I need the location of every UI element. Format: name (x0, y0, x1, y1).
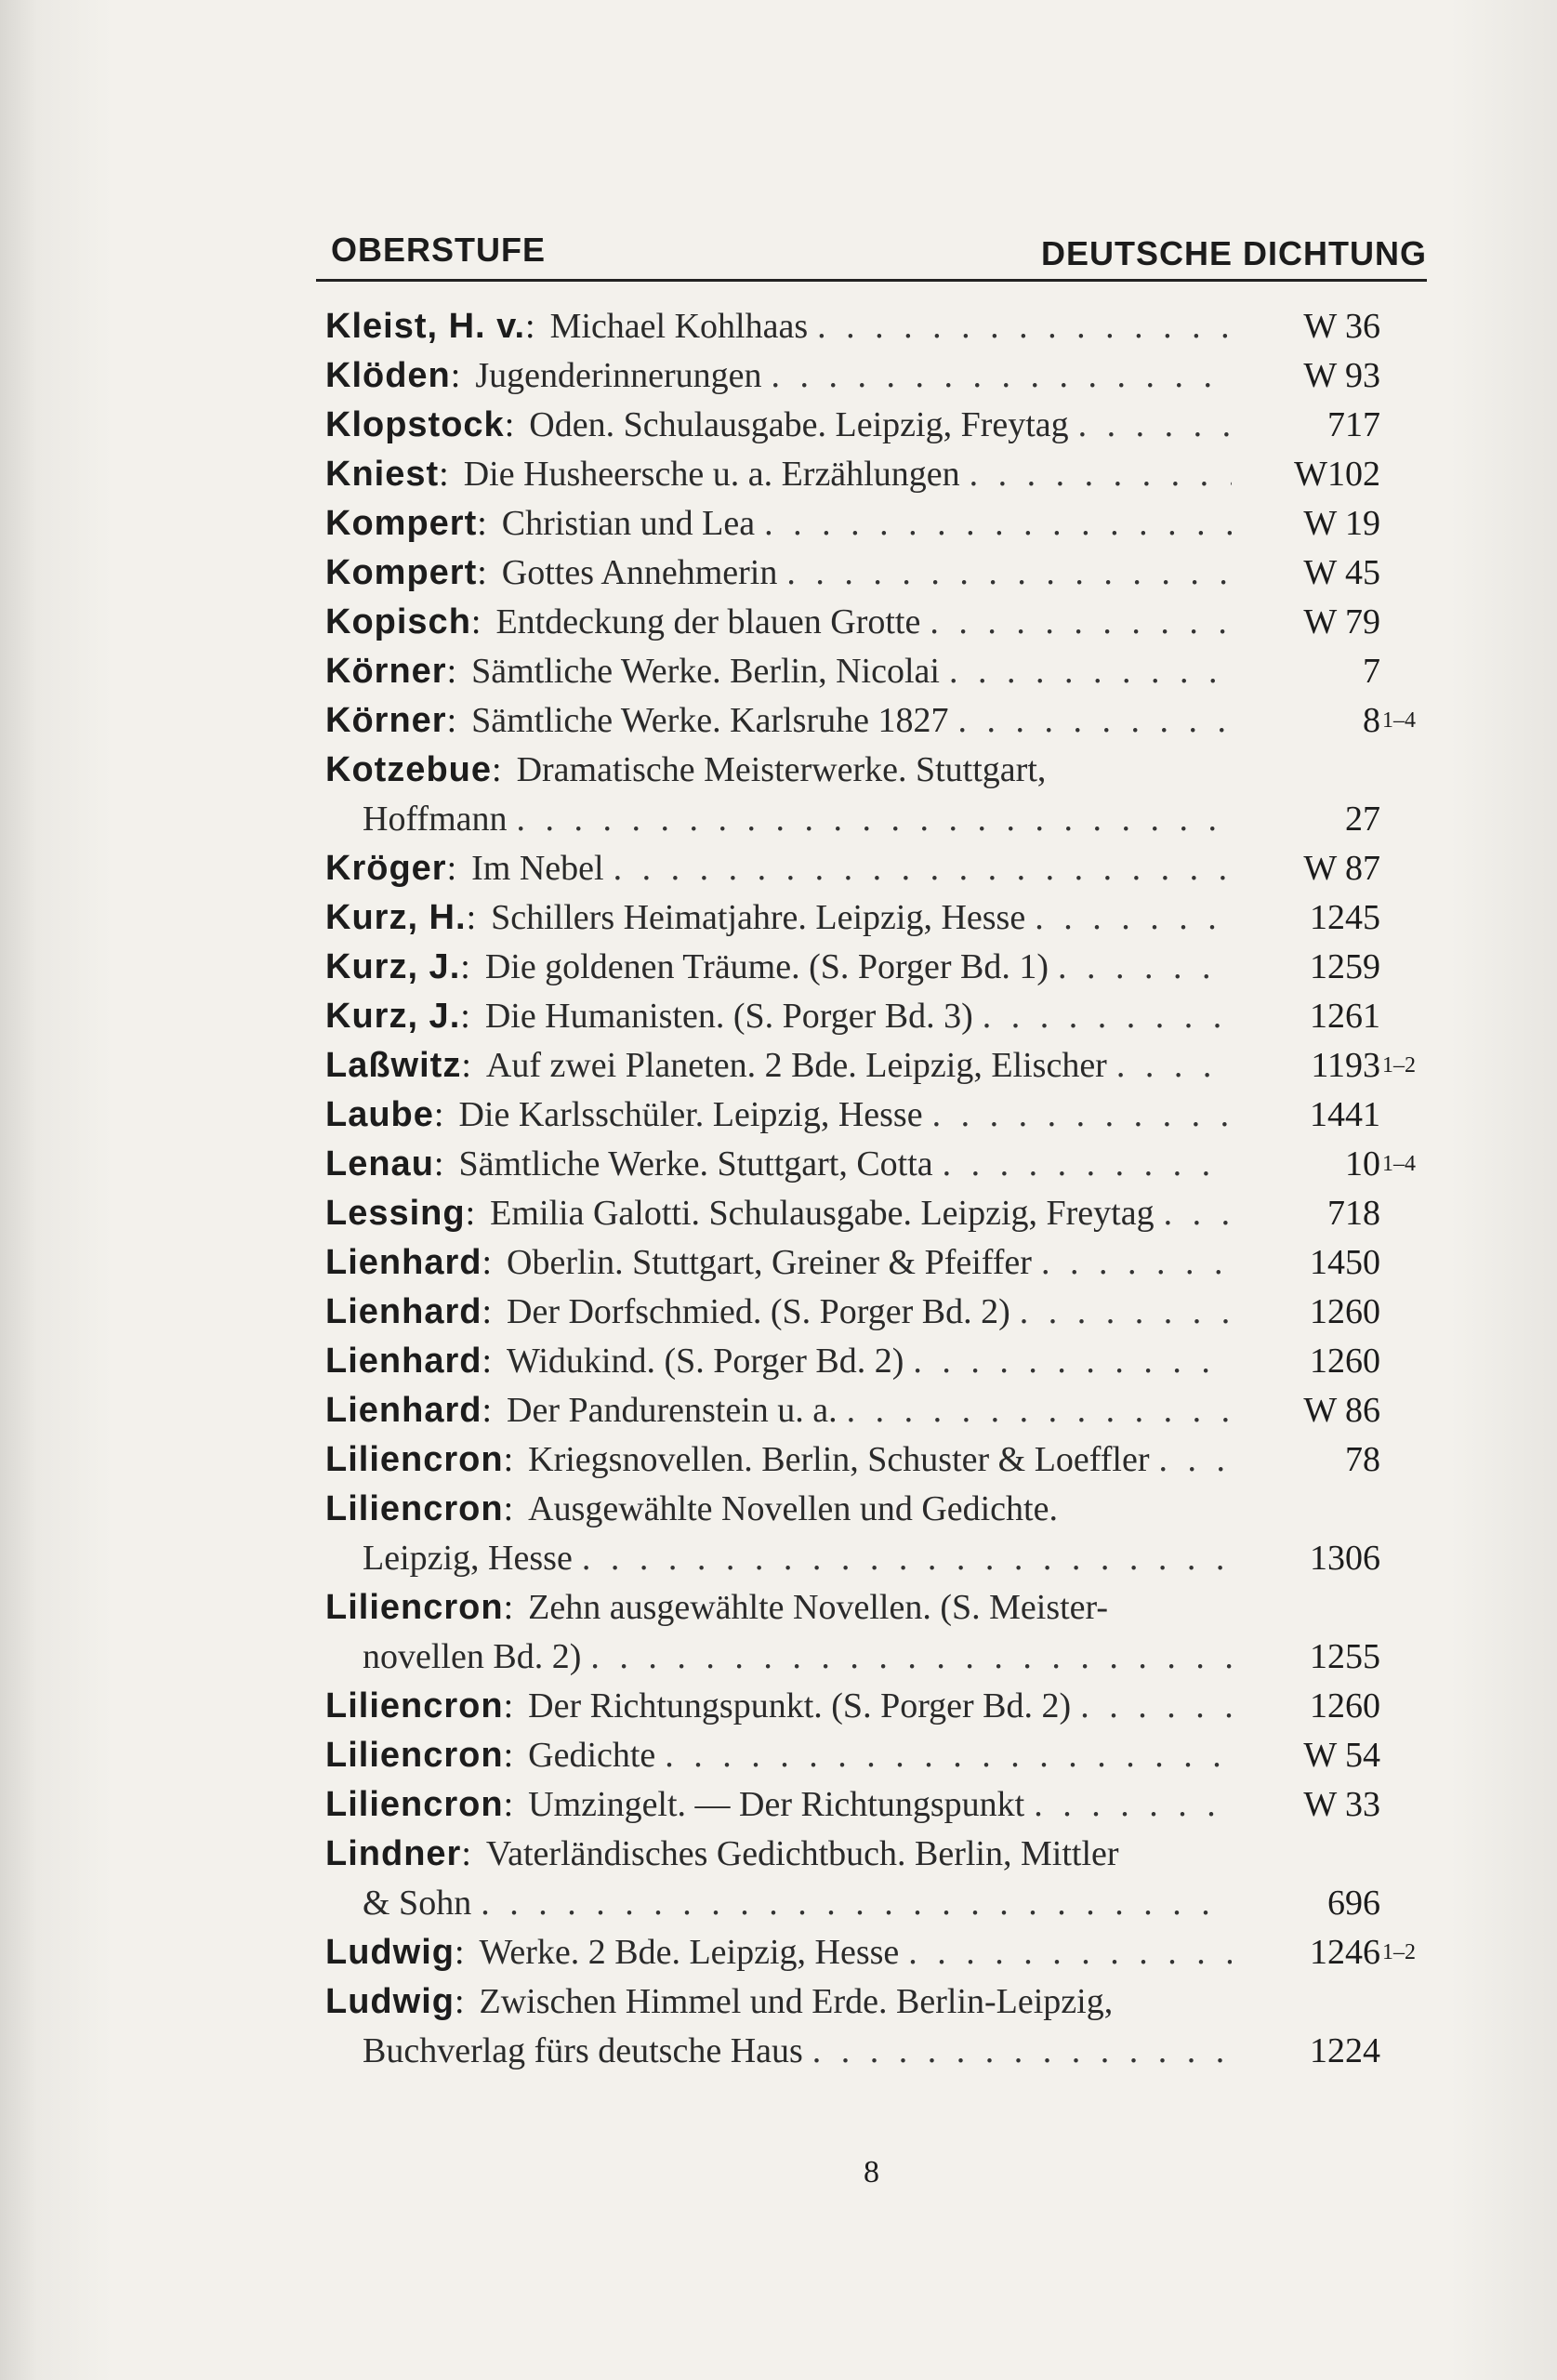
dot-leader (943, 1140, 1232, 1189)
entry-continuation: Leipzig, Hesse (363, 1539, 573, 1578)
dot-leader (913, 1337, 1232, 1386)
entry-colon: : (503, 1489, 514, 1528)
dot-leader (590, 1633, 1232, 1682)
list-item (325, 598, 1427, 647)
list-item (325, 1091, 1427, 1140)
entry-title: Gottes Annehmerin (501, 553, 778, 592)
dot-leader (1035, 893, 1232, 943)
dot-leader (847, 1386, 1232, 1435)
entry-line (325, 351, 1241, 401)
entry-colon: : (461, 1834, 471, 1873)
entry-line (325, 1140, 1241, 1189)
entry-colon: : (461, 1046, 471, 1085)
entry-colon: : (433, 1095, 444, 1134)
list-item (325, 450, 1427, 499)
entry-author: Lindner (325, 1834, 462, 1873)
entry-colon: : (460, 997, 470, 1036)
entry-line (325, 499, 1241, 549)
entry-line (325, 893, 1241, 943)
entry-line (325, 1583, 1241, 1633)
entry-list (316, 302, 1427, 2076)
list-item (325, 1337, 1427, 1386)
entry-number: 1259 (1310, 947, 1380, 986)
entry-colon: : (504, 405, 515, 444)
entry-number: 1255 (1310, 1637, 1380, 1676)
list-item (325, 302, 1427, 351)
entry-author: Körner (325, 701, 447, 740)
entry-line (325, 647, 1241, 696)
entry-number: 1246 (1310, 1933, 1380, 1972)
entry-title: Vaterländisches Gedichtbuch. Berlin, Mittler (485, 1834, 1119, 1873)
entry-author: Kniest (325, 455, 440, 494)
entry-volumes: 1–4 (1382, 708, 1416, 733)
entry-number: 78 (1345, 1440, 1380, 1479)
entry-author: Kurz, J. (325, 947, 461, 986)
entry-author: Liliencron (325, 1736, 504, 1775)
entry-author: Körner (325, 652, 447, 691)
entry-author: Liliencron (325, 1489, 504, 1528)
entry-line (325, 1386, 1241, 1435)
entry-number: 1224 (1310, 2031, 1380, 2070)
entry-line (325, 992, 1241, 1041)
entry-colon: : (454, 1933, 465, 1972)
entry-title: Emilia Galotti. Schulausgabe. Leipzig, Freytag (490, 1194, 1155, 1233)
list-item (325, 844, 1427, 893)
entry-number: W 79 (1303, 602, 1380, 641)
entry-colon: : (525, 307, 535, 346)
entry-number: 718 (1327, 1194, 1380, 1233)
entry-line (325, 1238, 1241, 1288)
entry-continuation-line (325, 2027, 1241, 2076)
entry-line (325, 1928, 1241, 1977)
list-item (325, 893, 1427, 943)
entry-line (325, 943, 1241, 992)
entry-author: Klopstock (325, 405, 505, 444)
entry-title: Werke. 2 Bde. Leipzig, Hesse (479, 1933, 900, 1972)
entry-number: W 86 (1303, 1391, 1380, 1430)
entry-title: Zwischen Himmel und Erde. Berlin-Leipzig, (479, 1982, 1114, 2021)
entry-continuation: novellen Bd. 2) (363, 1637, 582, 1676)
dot-leader (1078, 401, 1232, 450)
entry-number: 8 (1363, 701, 1380, 740)
entry-colon: : (454, 1982, 465, 2021)
entry-author: Kleist, H. v. (325, 307, 526, 346)
entry-title: Sämtliche Werke. Karlsruhe 1827 (471, 701, 949, 740)
list-item (325, 1386, 1427, 1435)
list-item (325, 1780, 1427, 1830)
list-item (325, 1928, 1427, 1977)
entry-colon: : (446, 652, 457, 691)
dot-leader (1041, 1238, 1232, 1288)
entry-title: Sämtliche Werke. Stuttgart, Cotta (458, 1144, 933, 1183)
entry-author: Laube (325, 1095, 434, 1134)
dot-leader (1116, 1041, 1232, 1091)
list-item (325, 1238, 1427, 1288)
entry-colon: : (503, 1440, 514, 1479)
entry-title: Michael Kohlhaas (549, 307, 809, 346)
list-item (325, 746, 1427, 844)
entry-author: Liliencron (325, 1785, 504, 1824)
entry-author: Kopisch (325, 602, 471, 641)
entry-number: 1450 (1310, 1243, 1380, 1282)
entry-colon: : (460, 947, 470, 986)
dot-leader (1158, 1435, 1232, 1485)
dot-leader (812, 2027, 1232, 2076)
dot-leader (930, 598, 1232, 647)
entry-number: W102 (1294, 455, 1380, 494)
entry-line (325, 1041, 1241, 1091)
entry-number: 1260 (1310, 1686, 1380, 1726)
entry-author: Klöden (325, 356, 451, 395)
entry-line (325, 598, 1241, 647)
entry-colon: : (466, 898, 477, 937)
page-number: 8 (864, 2155, 879, 2189)
entry-colon: : (439, 455, 449, 494)
entry-author: Kompert (325, 553, 478, 592)
entry-title: Die goldenen Träume. (S. Porger Bd. 1) (484, 947, 1049, 986)
list-item (325, 647, 1427, 696)
list-item (325, 1977, 1427, 2076)
entry-volumes: 1–2 (1382, 1053, 1416, 1078)
list-item (325, 549, 1427, 598)
entry-number: W 36 (1303, 307, 1380, 346)
entry-author: Ludwig (325, 1982, 455, 2021)
dot-leader (908, 1928, 1232, 1977)
entry-line (325, 1189, 1241, 1238)
entry-continuation-line (325, 795, 1241, 844)
entry-title: Schillers Heimatjahre. Leipzig, Hesse (491, 898, 1026, 937)
entry-author: Ludwig (325, 1933, 455, 1972)
entry-author: Laßwitz (325, 1046, 462, 1085)
entry-author: Kurz, J. (325, 997, 461, 1036)
list-item (325, 1041, 1427, 1091)
list-item (325, 1583, 1427, 1682)
entry-line (325, 1091, 1241, 1140)
entry-author: Kurz, H. (325, 898, 467, 937)
entry-line (325, 1731, 1241, 1780)
entry-title: Kriegsnovellen. Berlin, Schuster & Loeffler (528, 1440, 1150, 1479)
entry-title: Umzingelt. — Der Richtungspunkt (528, 1785, 1025, 1824)
entry-author: Lienhard (325, 1391, 482, 1430)
entry-number: 1261 (1310, 997, 1380, 1036)
list-item (325, 992, 1427, 1041)
list-item (325, 1682, 1427, 1731)
entry-title: Der Pandurenstein u. a. (507, 1391, 838, 1430)
entry-continuation: & Sohn (363, 1884, 472, 1923)
entry-continuation-line (325, 1534, 1241, 1583)
dot-leader (764, 499, 1232, 549)
entry-colon: : (503, 1588, 514, 1627)
entry-title: Oberlin. Stuttgart, Greiner & Pfeiffer (507, 1243, 1032, 1282)
entry-number: 10 (1345, 1144, 1380, 1183)
entry-line (325, 1435, 1241, 1485)
list-item (325, 1731, 1427, 1780)
entry-number: W 87 (1303, 849, 1380, 888)
entry-line (325, 549, 1241, 598)
dot-leader (1058, 943, 1232, 992)
entry-colon: : (482, 1391, 493, 1430)
entry-colon: : (446, 849, 457, 888)
entry-number: 1245 (1310, 898, 1380, 937)
entry-number: 27 (1345, 800, 1380, 839)
list-item (325, 401, 1427, 450)
entry-line (325, 1780, 1241, 1830)
entry-colon: : (482, 1243, 493, 1282)
entry-line (325, 401, 1241, 450)
entry-colon: : (503, 1785, 514, 1824)
dot-leader (983, 992, 1232, 1041)
entry-continuation: Hoffmann (363, 800, 508, 839)
entry-title: Gedichte (528, 1736, 656, 1775)
subject-label: DEUTSCHE DICHTUNG (1040, 234, 1427, 272)
entry-line (325, 844, 1241, 893)
entry-title: Sämtliche Werke. Berlin, Nicolai (471, 652, 940, 691)
dot-leader (665, 1731, 1232, 1780)
entry-author: Kompert (325, 504, 478, 543)
entry-number: 1260 (1310, 1342, 1380, 1381)
entry-continuation-line (325, 1879, 1241, 1928)
entry-title: Dramatische Meisterwerke. Stuttgart, (516, 750, 1047, 789)
entry-colon: : (503, 1736, 514, 1775)
entry-number: W 19 (1303, 504, 1380, 543)
list-item (325, 1288, 1427, 1337)
dot-leader (582, 1534, 1232, 1583)
entry-title: Entdeckung der blauen Grotte (495, 602, 921, 641)
entry-title: Die Humanisten. (S. Porger Bd. 3) (484, 997, 973, 1036)
dot-leader (1164, 1189, 1232, 1238)
entry-volumes: 1–2 (1382, 1940, 1416, 1964)
entry-colon: : (482, 1342, 493, 1381)
entry-line (325, 1830, 1241, 1879)
entry-number: W 93 (1303, 356, 1380, 395)
list-item (325, 1485, 1427, 1583)
entry-line (325, 302, 1241, 351)
entry-title: Der Richtungspunkt. (S. Porger Bd. 2) (528, 1686, 1072, 1726)
entry-title: Christian und Lea (501, 504, 756, 543)
dot-leader (957, 696, 1232, 746)
list-item (325, 499, 1427, 549)
entry-title: Jugenderinnerungen (475, 356, 762, 395)
entry-author: Lenau (325, 1144, 434, 1183)
running-head (316, 221, 1427, 282)
dot-leader (517, 795, 1233, 844)
list-item (325, 696, 1427, 746)
entry-number: 7 (1363, 652, 1380, 691)
dot-leader (949, 647, 1232, 696)
entry-line (325, 696, 1241, 746)
entry-colon: : (503, 1686, 514, 1726)
dot-leader (1080, 1682, 1232, 1731)
entry-author: Kotzebue (325, 750, 492, 789)
entry-line (325, 1337, 1241, 1386)
entry-number: 696 (1327, 1884, 1380, 1923)
entry-line (325, 1288, 1241, 1337)
entry-number: 1306 (1310, 1539, 1380, 1578)
entry-number: 1260 (1310, 1292, 1380, 1331)
page-content (316, 221, 1427, 2189)
entry-colon: : (482, 1292, 493, 1331)
entry-title: Die Husheersche u. a. Erzählungen (463, 455, 960, 494)
entry-title: Die Karlsschüler. Leipzig, Hesse (458, 1095, 923, 1134)
entry-author: Lienhard (325, 1243, 482, 1282)
list-item (325, 1830, 1427, 1928)
entry-colon: : (446, 701, 457, 740)
entry-author: Lessing (325, 1194, 466, 1233)
list-item (325, 351, 1427, 401)
entry-colon: : (470, 602, 482, 641)
entry-number: W 33 (1303, 1785, 1380, 1824)
entry-line (325, 1485, 1241, 1534)
entry-number: 1441 (1310, 1095, 1380, 1134)
dot-leader (481, 1879, 1232, 1928)
entry-author: Kröger (325, 849, 447, 888)
dot-leader (1034, 1780, 1232, 1830)
entry-title: Widukind. (S. Porger Bd. 2) (507, 1342, 904, 1381)
entry-colon: : (477, 504, 487, 543)
dot-leader (771, 351, 1232, 401)
entry-continuation: Buchverlag fürs deutsche Haus (363, 2031, 803, 2070)
entry-author: Lienhard (325, 1342, 482, 1381)
list-item (325, 1140, 1427, 1189)
entry-colon: : (477, 553, 487, 592)
entry-author: Lienhard (325, 1292, 482, 1331)
entry-volumes: 1–4 (1382, 1152, 1416, 1176)
entry-line (325, 1977, 1241, 2027)
entry-title: Im Nebel (471, 849, 604, 888)
entry-author: Liliencron (325, 1440, 504, 1479)
entry-line (325, 450, 1241, 499)
entry-colon: : (433, 1144, 444, 1183)
entry-continuation-line (325, 1633, 1241, 1682)
entry-title: Zehn ausgewählte Novellen. (S. Meister- (528, 1588, 1109, 1627)
entry-author: Liliencron (325, 1686, 504, 1726)
dot-leader (786, 549, 1232, 598)
list-item (325, 1435, 1427, 1485)
section-label: OBERSTUFE (331, 231, 547, 269)
entry-number: 1193 (1311, 1046, 1380, 1085)
entry-colon: : (450, 356, 461, 395)
entry-line (325, 746, 1241, 795)
entry-title: Auf zwei Planeten. 2 Bde. Leipzig, Elischer (485, 1046, 1107, 1085)
entry-number: 717 (1327, 405, 1380, 444)
dot-leader (970, 450, 1232, 499)
dot-leader (1020, 1288, 1232, 1337)
entry-number: W 54 (1303, 1736, 1380, 1775)
dot-leader (817, 302, 1232, 351)
entry-title: Der Dorfschmied. (S. Porger Bd. 2) (507, 1292, 1010, 1331)
dot-leader (932, 1091, 1232, 1140)
entry-line (325, 1682, 1241, 1731)
entry-title: Oden. Schulausgabe. Leipzig, Freytag (529, 405, 1069, 444)
dot-leader (614, 844, 1232, 893)
entry-author: Liliencron (325, 1588, 504, 1627)
entry-colon: : (492, 750, 502, 789)
list-item (325, 943, 1427, 992)
entry-colon: : (465, 1194, 476, 1233)
list-item (325, 1189, 1427, 1238)
entry-number: W 45 (1303, 553, 1380, 592)
entry-title: Ausgewählte Novellen und Gedichte. (528, 1489, 1058, 1528)
